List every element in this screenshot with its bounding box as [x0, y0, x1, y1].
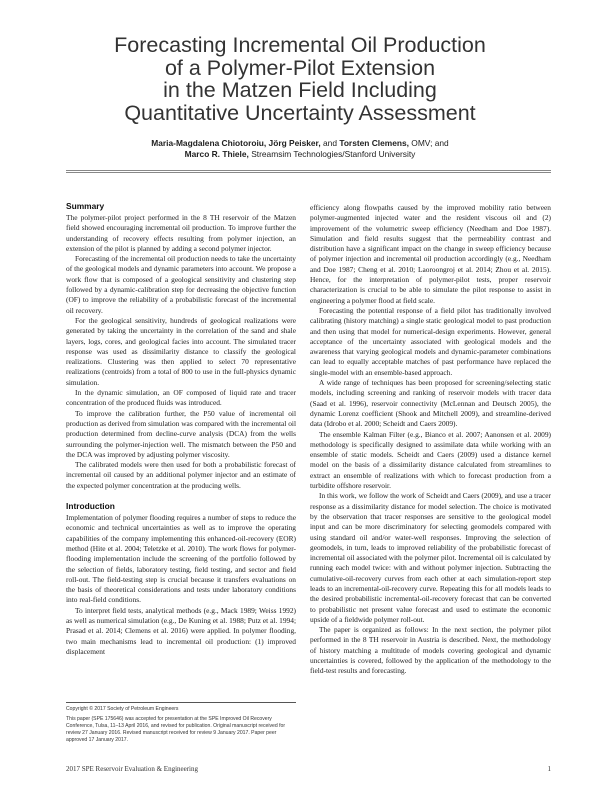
- introduction-heading: Introduction: [66, 501, 115, 512]
- summary-paragraph: The calibrated models were then used for both a probabilistic forecast of incremental oil caused by an additional polymer injector and an estimate of the expected polymer concentration at the producing wells.: [66, 460, 296, 490]
- body-paragraph: A wide range of techniques has been proposed for screening/selecting static models, including screening and ranking of reservoir models with tracer data (Saad et al. 1996), reservoir connectivity (McLennan and Deutsch 2005), the dynamic Lorenz coefficient (Shook and Mitchell 2009), and streamline-derived data (Idrobo et al. 2000; Scheidt and Caers 2009).: [310, 378, 551, 429]
- summary-paragraph: Forecasting of the incremental oil production needs to take the uncertainty of the geological models and dynamic parameters into account. We propose a work flow that is composed of a geological sensitivity and clustering step followed by a dynamic-calibration step for decreasing the objective function (OF) to improve the reliability of a probabilistic forecast of the incremental oil recovery.: [66, 254, 296, 315]
- right-column: [310, 203, 551, 677]
- title-line-2: of a Polymer-Pilot Extension: [164, 55, 436, 80]
- summary-paragraph: For the geological sensitivity, hundreds of geological realizations were generated by taking the uncertainty in the correlation of the sand and shale layers, logs, cores, and geological facies into account. The simulated tracer response was used as dissimilarity distance to classify the geological realizations. Clustering was then applied to select 70 representative realizations (centroids) from a total of 800 to use in the full-physics dynamic simulation.: [66, 315, 296, 387]
- author-line-1: [70, 138, 530, 149]
- author-separator: and: [320, 138, 340, 148]
- summary-paragraph: The polymer-pilot project performed in the 8 TH reservoir of the Matzen field showed encouraging incremental oil production. To improve further the understanding of recovery effects resulting from polymer injection, an extension of the pilot is planned by adding a second polymer injector.: [66, 213, 296, 253]
- author-affiliation-omv: OMV; and: [408, 138, 449, 148]
- copyright-notice: Copyright © 2017 Society of Petroleum Engineers: [66, 706, 179, 712]
- header-rule-top: [66, 170, 551, 171]
- author-affiliation-streamsim: Streamsim Technologies/Stanford University: [248, 149, 416, 159]
- introduction-paragraph: To interpret field tests, analytical methods (e.g., Mack 1989; Weiss 1992) as well as numerical simulation (e.g., De Kuning et al. 1988; Putz et al. 1994; Prasad et al. 2014; Clemens et al. 2016) were applied. In polymer flooding, two main mechanisms lead to incremental oil production: (1) improved displacement: [66, 605, 296, 656]
- summary-paragraph: To improve the calibration further, the P50 value of incremental oil production as derived from simulation was compared with the incremental oil production determined from decline-curve analysis (DCA) from the wells surrounding the polymer-injection well. The mismatch between the P50 and the DCA was improved by adjusting polymer viscosity.: [66, 408, 296, 459]
- page-number: 1: [547, 765, 551, 773]
- left-column: [66, 201, 296, 657]
- author-names: Maria-Magdalena Chiotoroiu, Jörg Peisker,: [151, 138, 321, 148]
- body-paragraph: efficiency along flowpaths caused by the improved mobility ratio between polymer-augmented injected water and the resident viscous oil and (2) improvement of the volumetric sweep efficiency (Needham and Doe 1987). Simulation and field results suggest that the permeability contrast and distribution have a significant impact on the change in sweep efficiency because of polymer injection and incremental oil production accordingly (e.g., Needham and Doe 1987; Cheng et al. 2010; Laoroongroj et al. 2014; Zhou et al. 2015). Hence, for the interpretation of polymer-pilot tests, proper reservoir characterization is crucial to be able to simulate the pilot response to assist in engineering a polymer flood at field scale.: [310, 203, 551, 305]
- paper-title: [40, 34, 560, 124]
- journal-name: 2017 SPE Reservoir Evaluation & Engineering: [66, 765, 199, 773]
- author-line-2: [70, 149, 530, 160]
- title-line-4: Quantitative Uncertainty Assessment: [124, 100, 476, 125]
- page-footer: [66, 765, 551, 773]
- manuscript-history: This paper (SPE 175646) was accepted for presentation at the SPE Improved Oil Recovery Conference, Tulsa, 11–13 April 2016, and revised for publication. Original manuscript received for review 27 January 2016. Revised manuscript received for review 9 January 2017. Paper peer approved 17 January 2017.: [66, 715, 286, 743]
- body-paragraph: In this work, we follow the work of Scheidt and Caers (2009), and use a tracer response as a dissimilarity distance for model selection. The choice is motivated by the observation that tracer responses are sensitive to the geological model input and can be more discriminatory for selecting geomodels compared with using standard oil and/or water-well responses. Improving the selection of geomodels, in turn, leads to improved reliability of the probabilistic forecast of incremental oil associated with the polymer pilot. Incremental oil is calculated by running each model twice: with and without polymer injection. Subtracting the cumulative-oil-recovery curves from each other at each simulation-report step leads to an incremental-oil-recovery curve. Repeating this for all models leads to the desired probabilistic incremental-oil-recovery forecast that can be converted to probabilistic net present value forecast and used to estimate the economic upside of a fieldwide polymer roll-out.: [310, 491, 551, 624]
- author-name-thiele: Marco R. Thiele,: [184, 149, 249, 159]
- summary-heading: Summary: [66, 201, 105, 211]
- title-line-1: Forecasting Incremental Oil Production: [114, 33, 486, 57]
- title-line-3: in the Matzen Field Including: [163, 78, 437, 102]
- author-name-clemens: Torsten Clemens,: [339, 138, 409, 148]
- footnote-rule: [66, 702, 296, 703]
- summary-paragraph: In the dynamic simulation, an OF composed of liquid rate and tracer concentration of the produced fluids was introduced.: [66, 388, 296, 408]
- introduction-paragraph: Implementation of polymer flooding requires a number of steps to reduce the economic and technical uncertainties as well as to improve the operating capabilities of the company implementing this enhanced-oil-recovery (EOR) method (Hite et al. 2004; Teletzke et al. 2010). The work flows for polymer-flooding implementation include the screening of the portfolio followed by the selection of fields, laboratory testing, field testing, and sector and field roll-out. The field-testing step is crucial because it transfers evaluations on the basis of theoretical considerations and tests under laboratory conditions into real-field conditions.: [66, 513, 296, 605]
- body-paragraph: The ensemble Kalman Filter (e.g., Bianco et al. 2007; Aanonsen et al. 2009) methodology is specifically designed to assimilate data while working with an ensemble of static models. Scheidt and Caers (2009) used a distance kernel model on the basis of a dissimilarity distance calculated from streamlines to extract an ensemble of realizations with which to forecast production from a turbidite offshore reservoir.: [310, 429, 551, 491]
- footnote: [66, 706, 296, 744]
- author-block: [70, 138, 530, 160]
- body-paragraph: Forecasting the potential response of a field pilot has traditionally involved calibrating (history matching) a single static geological model to past production and then using that model for numerical-design experiments. However, general acceptance of the uncertainty associated with geological models and the awareness that varying geological models and dynamic-parameter combinations can lead to equally acceptable matches of past performance have replaced the single-model with an ensemble-based approach.: [310, 305, 551, 377]
- body-paragraph: The paper is organized as follows: In the next section, the polymer pilot performed in the 8 TH reservoir in Austria is described. Next, the methodology of history matching a multitude of models covering geological and dynamic uncertainties is covered, followed by the application of the methodology to the field-test results and forecasting.: [310, 625, 551, 676]
- header-rule-bottom: [66, 172, 551, 173]
